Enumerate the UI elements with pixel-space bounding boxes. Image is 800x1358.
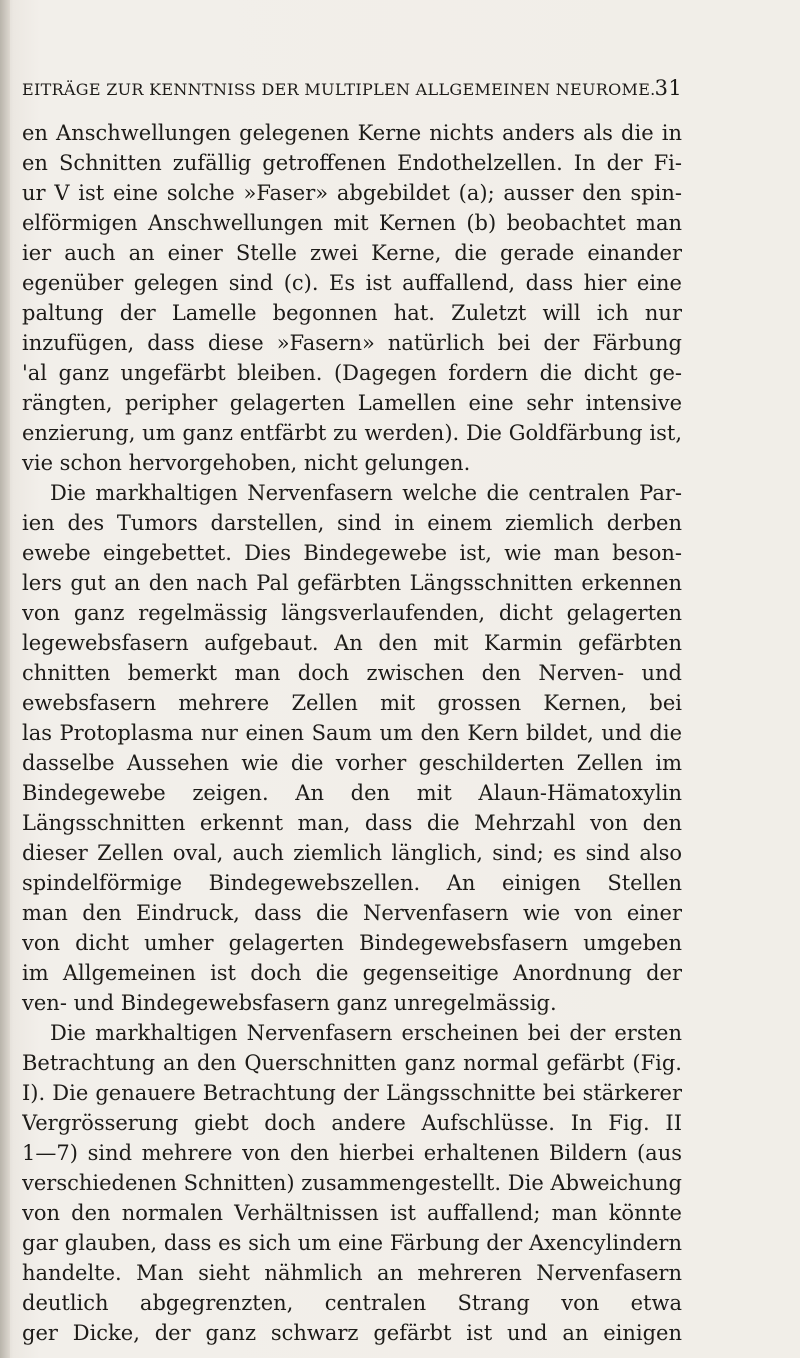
text-line: ewebsfasern mehrere Zellen mit grossen Kernen, bei xyxy=(22,691,682,715)
text-line: ien des Tumors darstellen, sind in einem ziemlich derben xyxy=(22,511,682,535)
page-number: 31 xyxy=(654,76,682,100)
text-line: legewebsfasern aufgebaut. An den mit Karmin gefärbten xyxy=(22,631,682,655)
text-line: man den Eindruck, dass die Nervenfasern wie von einer xyxy=(22,901,682,925)
text-line: 1—7) sind mehrere von den hierbei erhaltenen Bildern (aus xyxy=(22,1141,682,1165)
text-line: chnitten bemerkt man doch zwischen den Nerven- und xyxy=(22,661,682,685)
text-line: en Anschwellungen gelegenen Kerne nichts anders als die in xyxy=(22,121,682,145)
text-line: elförmigen Anschwellungen mit Kernen (b) beobachtet man xyxy=(22,211,682,235)
text-line: Vergrösserung giebt doch andere Aufschlüsse. In Fig. II xyxy=(22,1111,682,1135)
text-line: im Allgemeinen ist doch die gegenseitige Anordnung der xyxy=(22,961,682,985)
text-line: 'al ganz ungefärbt bleiben. (Dagegen fordern die dicht ge- xyxy=(22,361,682,385)
text-line: las Protoplasma nur einen Saum um den Kern bildet, und die xyxy=(22,721,682,745)
page-gutter-shadow xyxy=(0,0,10,1358)
text-line: rängten, peripher gelagerten Lamellen eine sehr intensive xyxy=(22,391,682,415)
text-line: enzierung, um ganz entfärbt zu werden). Die Goldfärbung ist, xyxy=(22,421,682,445)
running-title: EITRÄGE ZUR KENNTNISS DER MULTIPLEN ALLGEMEINEN NEUROME. xyxy=(22,80,656,99)
text-line: von dicht umher gelagerten Bindegewebsfasern umgeben xyxy=(22,931,682,955)
text-line: deutlich abgegrenzten, centralen Strang von etwa xyxy=(22,1291,682,1315)
text-line: ven- und Bindegewebsfasern ganz unregelmässig. xyxy=(22,991,557,1015)
text-line: vie schon hervorgehoben, nicht gelungen. xyxy=(22,451,471,475)
text-line: lers gut an den nach Pal gefärbten Längsschnitten erkennen xyxy=(22,571,682,595)
text-line: ger Dicke, der ganz schwarz gefärbt ist und an einigen xyxy=(22,1321,682,1345)
text-line: handelte. Man sieht nähmlich an mehreren Nervenfasern xyxy=(22,1261,682,1285)
text-line: Betrachtung an den Querschnitten ganz normal gefärbt (Fig. xyxy=(22,1051,682,1075)
text-line: Längsschnitten erkennt man, dass die Mehrzahl von den xyxy=(22,811,682,835)
text-line: Die markhaltigen Nervenfasern erscheinen bei der ersten xyxy=(50,1021,682,1045)
text-line: verschiedenen Schnitten) zusammengestellt. Die Abweichung xyxy=(22,1171,682,1195)
text-line: paltung der Lamelle begonnen hat. Zuletzt will ich nur xyxy=(22,301,682,325)
text-line: egenüber gelegen sind (c). Es ist auffallend, dass hier eine xyxy=(22,271,682,295)
text-line: Bindegewebe zeigen. An den mit Alaun-Hämatoxylin xyxy=(22,781,682,805)
text-line: von ganz regelmässig längsverlaufenden, dicht gelagerten xyxy=(22,601,682,625)
text-line: ur V ist eine solche »Faser» abgebildet (a); ausser den spin- xyxy=(22,181,682,205)
text-line: spindelförmige Bindegewebszellen. An einigen Stellen xyxy=(22,871,682,895)
body-text xyxy=(22,118,682,1348)
text-line: inzufügen, dass diese »Fasern» natürlich bei der Färbung xyxy=(22,331,682,355)
text-line: Die markhaltigen Nervenfasern welche die centralen Par- xyxy=(50,481,682,505)
text-line: von den normalen Verhältnissen ist auffallend; man könnte xyxy=(22,1201,682,1225)
text-line: ewebe eingebettet. Dies Bindegewebe ist, wie man beson- xyxy=(22,541,682,565)
text-line: ier auch an einer Stelle zwei Kerne, die gerade einander xyxy=(22,241,682,265)
text-line: dieser Zellen oval, auch ziemlich länglich, sind; es sind also xyxy=(22,841,682,865)
text-line: dasselbe Aussehen wie die vorher geschilderten Zellen im xyxy=(22,751,682,775)
page-header xyxy=(22,70,682,106)
text-line: gar glauben, dass es sich um eine Färbung der Axencylindern xyxy=(22,1231,682,1255)
text-line: en Schnitten zufällig getroffenen Endothelzellen. In der Fi- xyxy=(22,151,682,175)
text-line: I). Die genauere Betrachtung der Längsschnitte bei stärkerer xyxy=(22,1081,682,1105)
